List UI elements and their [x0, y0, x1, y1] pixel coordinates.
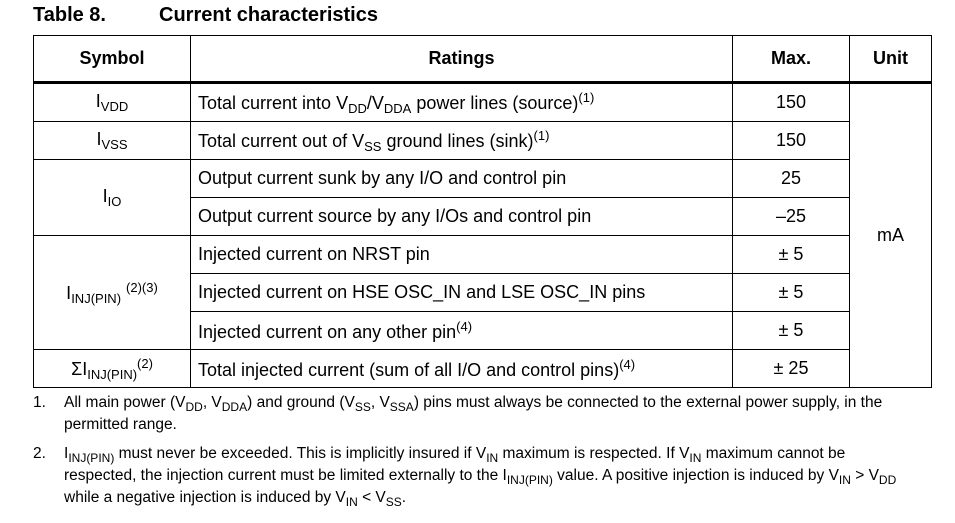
table-row [34, 350, 932, 388]
rating-sum-iinj: Total injected current (sum of all I/O and control pins)$^{(4)}$ [191, 350, 733, 388]
table-row [34, 160, 932, 198]
header-symbol: Symbol [34, 36, 191, 83]
max-sum-iinj: ± 25 [733, 350, 850, 388]
note-text: $I_{INJ(PIN)}$ must never be exceeded. This is implicitly insured if $V_{IN}$ maximum is respected. If $V_{IN}$ maximum cannot be respected, the injection current must be limited externally to the $I_{INJ(PIN)}$ value. A positive injection is induced by $V_{IN} > V_{DD}$ while a negative injection is induced by $V_{IN} < V_{SS}$. [64, 445, 897, 509]
symbol-sum-iinj: $\Sigma I_{INJ(PIN)}^{(2)}$ [34, 350, 191, 388]
table-caption [33, 4, 378, 27]
table-number: Table 8. [33, 4, 106, 26]
max-iinj-nrst: ± 5 [733, 236, 850, 274]
rating-ivss: Total current out of $V_{SS}$ ground lines $(\sin k)^{(1)}$ [191, 122, 733, 160]
symbol-ivdd: $I_{VDD}$ [34, 83, 191, 122]
rating-iinj-nrst: Injected current on NRST pin [191, 236, 733, 274]
header-max: Max. [733, 36, 850, 83]
max-ivss: 150 [733, 122, 850, 160]
max-iinj-other: ± 5 [733, 312, 850, 350]
note-text: All main power ($V_{DD}$, $V_{DDA}$) and ground ($V_{SS}$, $V_{SSA}$) pins must always be connected to the external power supply, in the permitted range. [64, 394, 883, 433]
header-ratings: Ratings [191, 36, 733, 83]
max-iinj-osc: ± 5 [733, 274, 850, 312]
table-row [34, 236, 932, 274]
max-iio-sunk: 25 [733, 160, 850, 198]
rating-iio-source: Output current source by any I/Os and control pin [191, 198, 733, 236]
table-notes [33, 394, 913, 523]
symbol-ivss: $I_{VSS}$ [34, 122, 191, 160]
rating-iio-sunk: Output current sunk by any I/O and control pin [191, 160, 733, 198]
note-number: 2. [33, 445, 46, 462]
note-number: 1. [33, 394, 46, 411]
symbol-iio: $I_{IO}$ [34, 160, 191, 236]
header-row [34, 36, 932, 83]
note-2 [33, 445, 913, 511]
rating-iinj-other: Injected current on any other pin$^{(4)}$ [191, 312, 733, 350]
header-unit: Unit [850, 36, 932, 83]
table-title: Current characteristics [159, 4, 378, 26]
table-row [34, 122, 932, 160]
note-1 [33, 394, 913, 433]
symbol-iinj: $I_{INJ(PIN)}$ $^{(2)(3)}$ [34, 236, 191, 350]
current-characteristics-table [33, 35, 932, 388]
max-ivdd: 150 [733, 83, 850, 122]
max-iio-source: –25 [733, 198, 850, 236]
rating-ivdd: Total current into $V_{DD}/V_{DDA}$ power lines (source)$^{(1)}$ [191, 83, 733, 122]
unit-cell: mA [850, 83, 932, 388]
table-row [34, 83, 932, 122]
rating-iinj-osc: Injected current on HSE OSC_IN and LSE OSC_IN pins [191, 274, 733, 312]
